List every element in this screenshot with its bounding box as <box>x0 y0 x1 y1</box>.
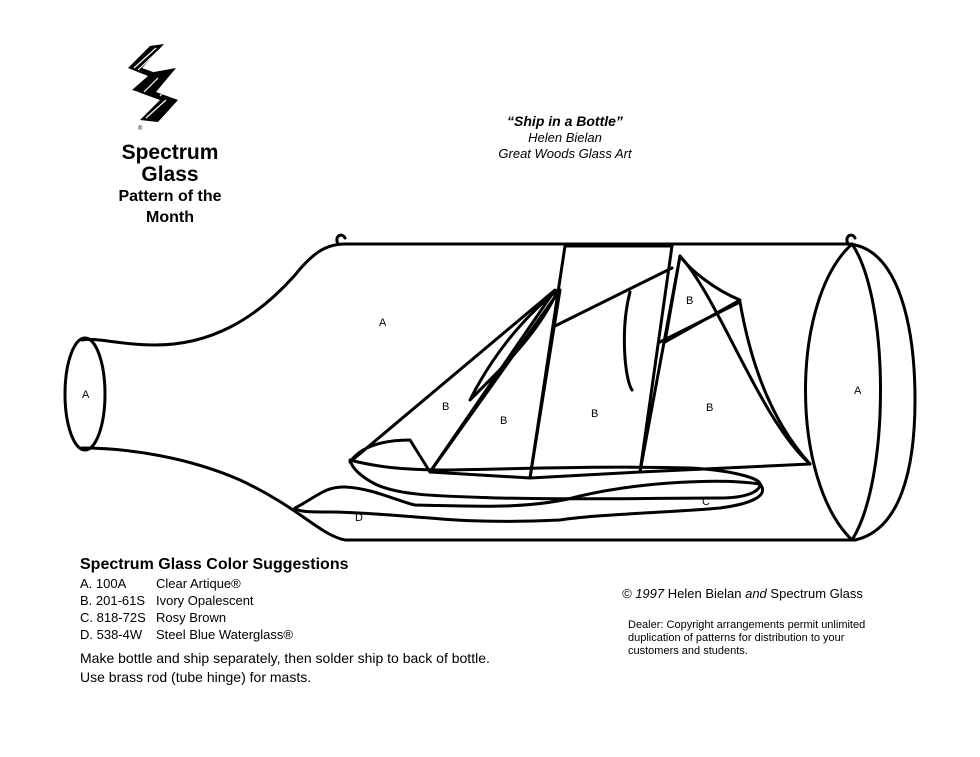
svg-text:®: ® <box>138 126 143 132</box>
color-name: Clear Artique® <box>156 576 241 591</box>
topsail-curve <box>624 292 632 390</box>
gaff-fore <box>555 268 672 326</box>
label-d-sea: D <box>355 512 363 524</box>
dealer-notice: Dealer: Copyright arrangements permit unlimited duplication of patterns for distribution to your customers and students. <box>628 619 866 657</box>
label-a-body: A <box>379 317 387 329</box>
mainsail-fore <box>530 246 672 478</box>
assembly-note <box>80 649 490 687</box>
brand-line-1: Spectrum <box>121 141 219 164</box>
brand-line-4: Month <box>146 209 194 226</box>
color-name: Rosy Brown <box>156 610 227 625</box>
topsail <box>665 256 740 342</box>
label-a-end: A <box>854 385 862 397</box>
ship-hull <box>350 460 760 499</box>
color-row <box>80 575 490 592</box>
color-code: B. 201-61S <box>80 593 146 608</box>
color-row <box>80 592 490 609</box>
copyright-author: Helen Bielan <box>667 586 742 601</box>
color-suggestions-heading: Spectrum Glass Color Suggestions <box>80 556 349 573</box>
label-b-jib: B <box>442 401 450 413</box>
color-code: A. 100A <box>80 576 127 591</box>
brand-line-3: Pattern of the <box>118 188 222 205</box>
color-row <box>80 626 490 643</box>
color-row <box>80 609 490 626</box>
copyright-and: and <box>745 586 767 601</box>
sea-piece <box>295 481 763 521</box>
copyright-year: © 1997 <box>622 586 665 601</box>
color-name: Steel Blue Waterglass® <box>156 627 293 642</box>
pattern-title: “Ship in a Bottle” <box>507 113 623 129</box>
color-code: D. 538-4W <box>80 627 143 642</box>
copyright-company: Spectrum Glass <box>770 586 863 601</box>
pattern-author: Helen Bielan <box>528 130 602 145</box>
bottle-outline <box>82 244 915 540</box>
color-suggestions <box>80 555 490 687</box>
pattern-studio: Great Woods Glass Art <box>498 146 632 161</box>
label-b-main2: B <box>706 402 714 414</box>
color-name: Ivory Opalescent <box>156 593 254 608</box>
bottle-end-lens <box>806 244 881 540</box>
label-b-jib2: B <box>500 415 508 427</box>
assembly-note-line-1: Make bottle and ship separately, then solder ship to back of bottle. <box>80 650 490 666</box>
copyright-line <box>622 586 863 601</box>
assembly-note-line-2: Use brass rod (tube hinge) for masts. <box>80 669 312 685</box>
inner-jib <box>430 290 560 478</box>
label-b-main1: B <box>591 408 599 420</box>
brand-line-2: Glass <box>141 163 199 186</box>
label-b-top: B <box>686 295 694 307</box>
label-c-hull: C <box>702 496 710 508</box>
color-code: C. 818-72S <box>80 610 146 625</box>
label-a-neck: A <box>82 389 90 401</box>
